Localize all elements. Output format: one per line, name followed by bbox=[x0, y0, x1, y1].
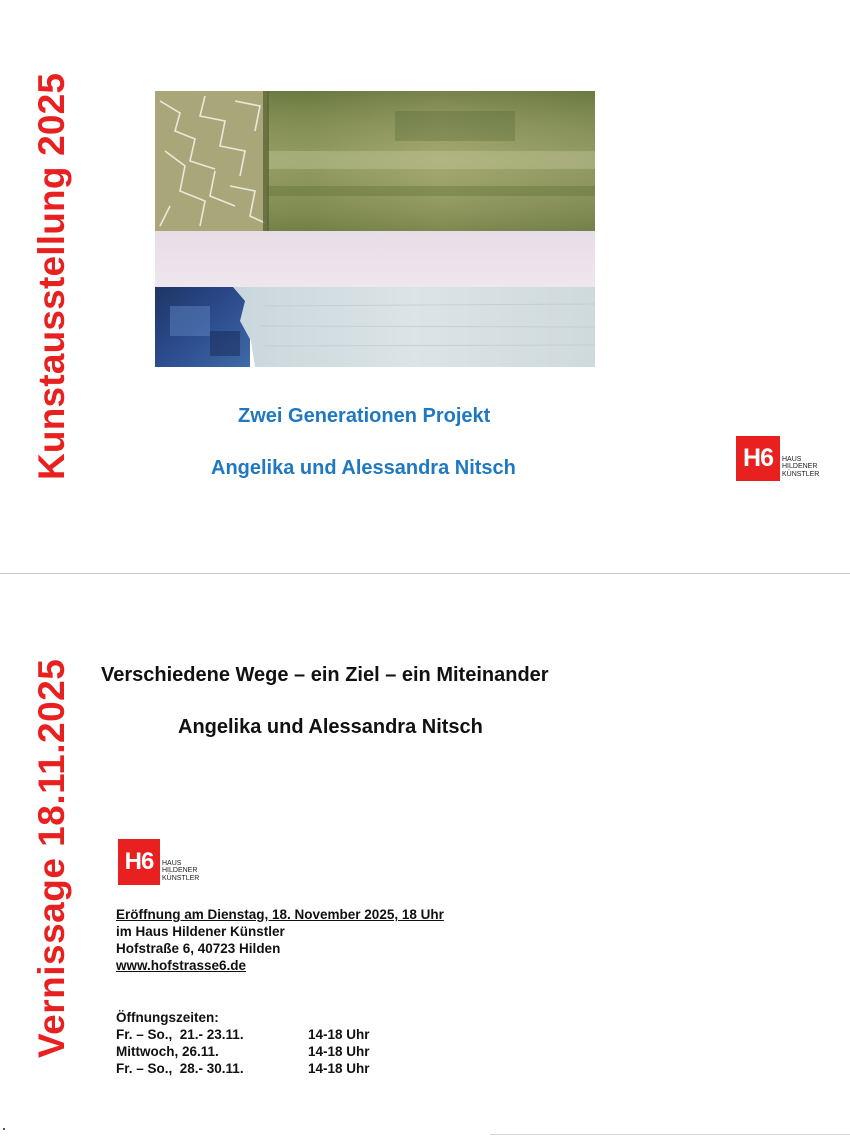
logo-mark: H6 bbox=[118, 839, 160, 885]
event-details bbox=[116, 906, 444, 974]
cover-artists: Angelika und Alessandra Nitsch bbox=[211, 457, 516, 479]
hours-time: 14-18 Uhr bbox=[308, 1061, 370, 1076]
venue-address: Hofstraße 6, 40723 Hilden bbox=[116, 941, 281, 956]
vernissage-title-vertical: Vernissage 18.11.2025 bbox=[31, 658, 72, 1058]
website-link[interactable]: www.hofstrasse6.de bbox=[116, 958, 247, 973]
corner-mark bbox=[3, 1128, 5, 1130]
artwork-image bbox=[155, 91, 595, 367]
logo-line-kuenstler: KÜNSTLER bbox=[162, 874, 200, 882]
hours-days: Fr. – So., 21.- 23.11. bbox=[116, 1027, 244, 1042]
logo-mark: H6 bbox=[736, 436, 780, 481]
opening-hours-heading: Öffnungszeiten: bbox=[116, 1010, 219, 1025]
opening-date: Eröffnung am Dienstag, 18. November 2025, 18 Uhr bbox=[116, 907, 444, 922]
h6-logo bbox=[736, 436, 819, 481]
motto-heading: Verschiedene Wege – ein Ziel – ein Miteinander bbox=[101, 664, 549, 686]
hours-time: 14-18 Uhr bbox=[308, 1027, 370, 1042]
hours-row bbox=[116, 1060, 370, 1077]
hours-time: 14-18 Uhr bbox=[308, 1044, 370, 1059]
hours-row bbox=[116, 1043, 370, 1060]
venue-name: im Haus Hildener Künstler bbox=[116, 924, 285, 939]
page-divider bbox=[0, 573, 850, 574]
h6-logo-small bbox=[118, 839, 199, 885]
logo-line-haus: HAUS bbox=[782, 456, 802, 463]
logo-line-kuenstler: KÜNSTLER bbox=[782, 470, 820, 478]
hours-row bbox=[116, 1026, 370, 1043]
logo-line-haus: HAUS bbox=[162, 860, 182, 867]
opening-hours bbox=[116, 1009, 370, 1077]
exhibition-title-vertical: Kunstausstellung 2025 bbox=[31, 72, 72, 480]
project-title: Zwei Generationen Projekt bbox=[238, 405, 491, 427]
invitation-artists: Angelika und Alessandra Nitsch bbox=[178, 716, 483, 738]
logo-line-hildener: HILDENER bbox=[162, 867, 198, 875]
hours-days: Fr. – So., 28.- 30.11. bbox=[116, 1061, 244, 1076]
bottom-edge-line bbox=[490, 1134, 850, 1135]
logo-line-hildener: HILDENER bbox=[782, 463, 818, 471]
hours-days: Mittwoch, 26.11. bbox=[116, 1044, 219, 1059]
